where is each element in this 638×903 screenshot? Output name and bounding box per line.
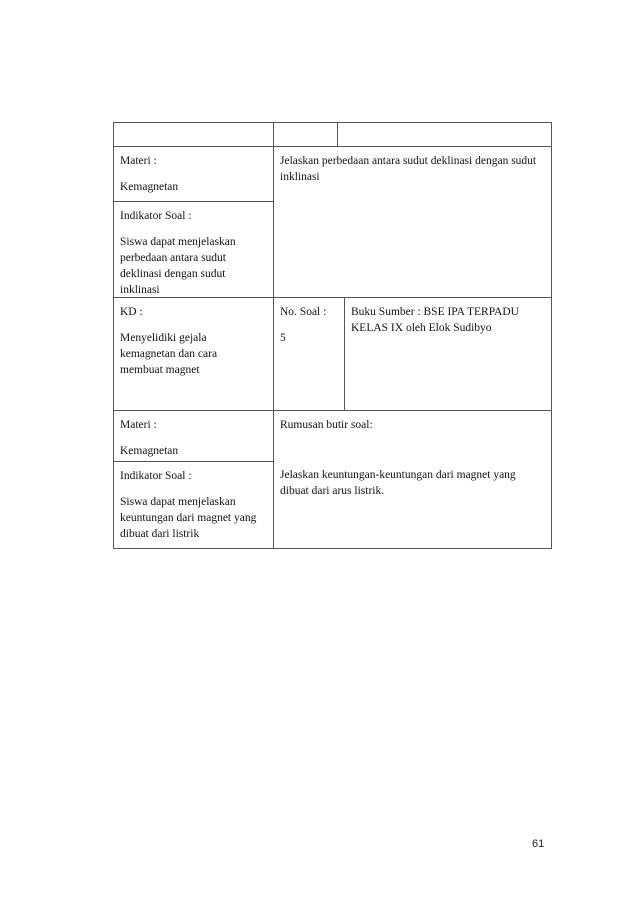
question-text: Jelaskan perbedaan antara sudut deklinasi dengan sudut inklinasi [280,155,537,183]
indikator-label: Indikator Soal : [120,210,192,222]
table-border [113,548,552,549]
question-text: Jelaskan keuntungan-keuntungan dari magnet yang dibuat dari arus listrik. [280,469,516,497]
materi-cell [114,146,273,201]
kd-cell [114,297,273,410]
table-border [337,122,338,147]
materi-label: Materi : [120,155,157,167]
kd-label: KD : [120,306,143,318]
kd-value: Menyelidiki gejala kemagnetan dan cara membuat magnet [120,332,218,376]
materi-value: Kemagnetan [120,445,179,457]
buku-sumber-cell [345,297,551,410]
table-border [551,122,552,549]
page-number: 61 [532,838,545,850]
no-soal-cell [274,297,344,410]
indikator-cell [114,201,273,297]
materi-cell [114,410,273,461]
indikator-value: Siswa dapat menjelaskan perbedaan antara sudut deklinasi dengan sudut inklinasi [120,236,236,296]
no-soal-value: 5 [280,332,286,344]
buku-sumber-text: Buku Sumber : BSE IPA TERPADU KELAS IX oleh Elok Sudibyo [351,306,519,334]
materi-value: Kemagnetan [120,181,179,193]
question-cell [274,146,551,297]
rumusan-label: Rumusan butir soal: [280,419,373,431]
indikator-value: Siswa dapat menjelaskan keuntungan dari magnet yang dibuat dari listrik [120,496,257,540]
rumusan-cell [274,410,551,548]
table-border [113,122,552,123]
no-soal-label: No. Soal : [280,306,327,318]
materi-label: Materi : [120,419,157,431]
indikator-cell [114,461,273,548]
indikator-label: Indikator Soal : [120,470,192,482]
